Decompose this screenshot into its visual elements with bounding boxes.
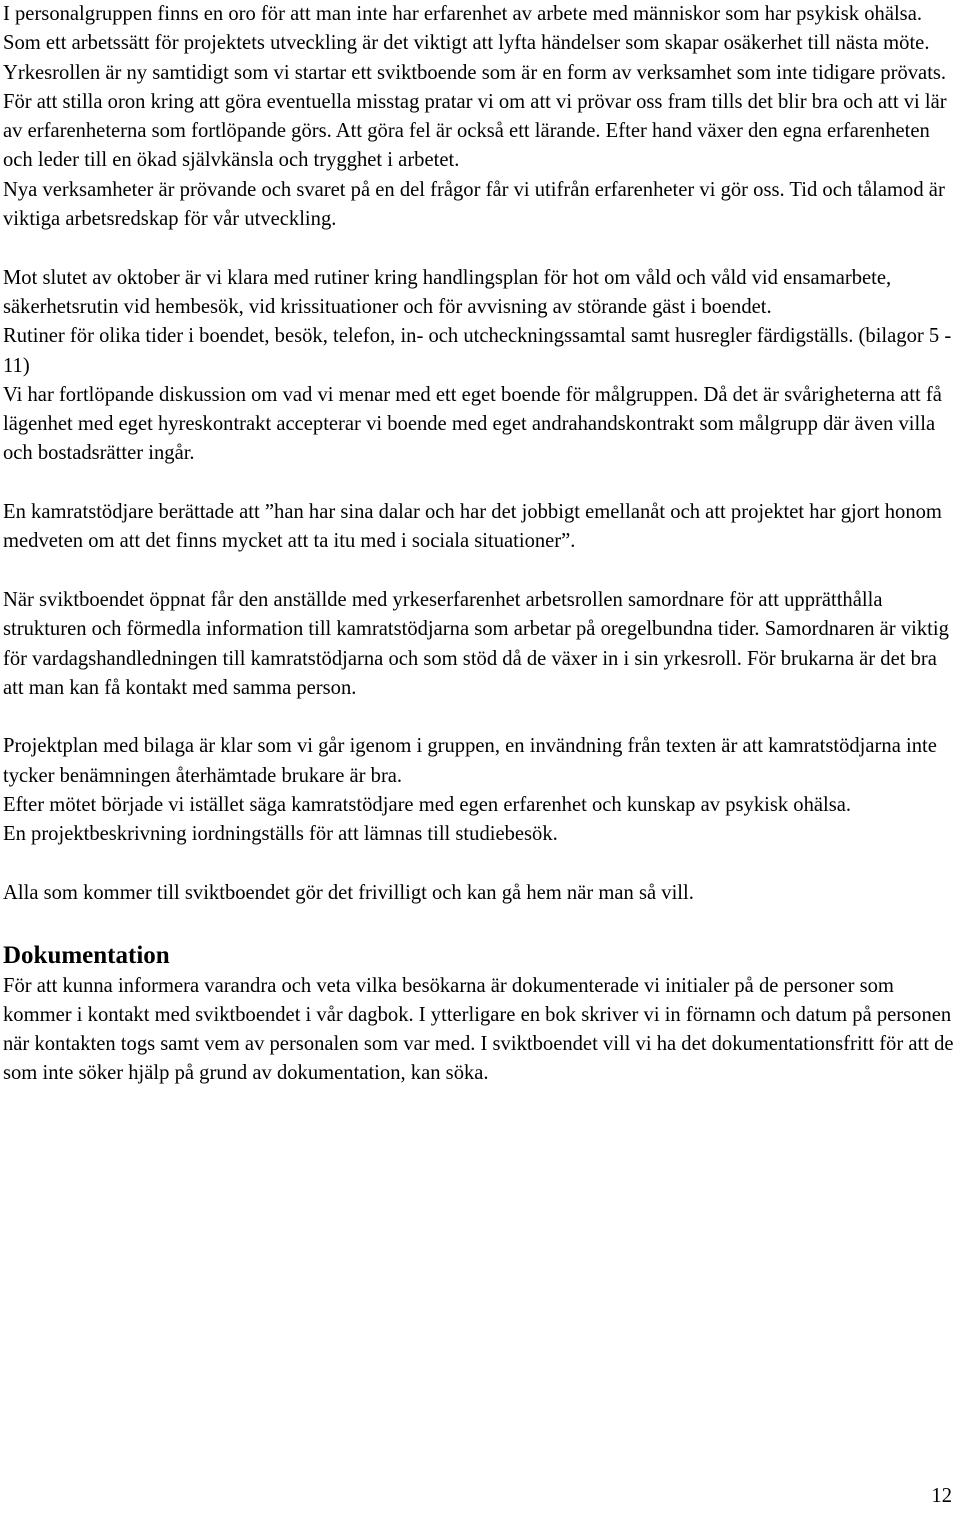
paragraph-coordinator: När sviktboendet öppnat får den anställde med yrkeserfarenhet arbetsrollen samordnare för att upprätthålla strukturen och förmedla information till kamratstödjarna som arbetar på oregelbundna tider. Samordnaren är viktig för vardagshandledningen till kamratstödjarna och som stöd då de växer in i sin yrkesroll. För brukarna är det bra att man kan få kontakt med samma person. bbox=[3, 588, 949, 699]
document-page bbox=[3, 0, 955, 1089]
paragraph-gap bbox=[3, 234, 955, 263]
paragraph-gap bbox=[3, 557, 955, 586]
paragraph-routines-times: Rutiner för olika tider i boendet, besök, telefon, in- och utcheckningssamtal samt husregler färdigställs. (bilagor 5 - 11) bbox=[3, 325, 952, 377]
paragraph-own-housing: Vi har fortlöpande diskussion om vad vi menar med ett eget boende för målgruppen. Då det är svårigheterna att få lägenhet med eget hyreskontrakt accepterar vi boende med eget andrahandskontrakt som målgrupp där även villa och bostadsrätter ingår. bbox=[3, 383, 942, 465]
paragraph-routines-october: Mot slutet av oktober är vi klara med rutiner kring handlingsplan för hot om våld och våld vid ensamarbete, säkerhetsrutin vid hembesök, vid krissituationer och för avvisning av störande gäst i boendet. bbox=[3, 266, 892, 318]
paragraph-gap bbox=[3, 908, 955, 937]
paragraph-project-plan: Projektplan med bilaga är klar som vi går igenom i gruppen, en invändning från texten är att kamratstödjarna inte tycker benämningen återhämtade brukare är bra. bbox=[3, 735, 937, 787]
paragraph-documentation: För att kunna informera varandra och veta vilka besökarna är dokumenterade vi initialer på de personer som kommer i kontakt med sviktboendet i vår dagbok. I ytterligare en bok skriver vi in förnamn och datum på personen när kontakten togs samt vem av personalen som var med. I sviktboendet vill vi ha det dokumentationsfritt för att de som inte söker hjälp på grund av dokumentation, kan söka. bbox=[3, 974, 954, 1085]
page-number: 12 bbox=[931, 1485, 952, 1507]
paragraph-new-operations: Nya verksamheter är prövande och svaret på en del frågor får vi utifrån erfarenheter vi gör oss. Tid och tålamod är viktiga arbetsredskap för vår utveckling. bbox=[3, 178, 945, 231]
paragraph-gap bbox=[3, 703, 955, 732]
section-heading-dokumentation: Dokumentation bbox=[3, 941, 170, 969]
paragraph-after-meeting: Efter mötet började vi istället säga kamratstödjare med egen erfarenhet och kunskap av psykisk ohälsa. bbox=[3, 794, 852, 817]
paragraph-project-description: En projektbeskrivning iordningställs för att lämnas till studiebesök. bbox=[3, 823, 558, 846]
paragraph-staff-concern: I personalgruppen finns en oro för att man inte har erfarenhet av arbete med människor som har psykisk ohälsa. Som ett arbetssätt för projektets utveckling är det viktigt att lyfta händelser som skapar osäkerhet till nästa möte. Yrkesrollen är ny samtidigt som vi startar ett sviktboende som är en form av verksamhet som inte tidigare prövats. För att stilla oron kring att göra eventuella misstag pratar vi om att vi prövar oss fram tills det blir bra och att vi lär av erfarenheterna som fortlöpande görs. Att göra fel är också ett lärande. Efter hand växer den egna erfarenheten och leder till en ökad självkänsla och trygghet i arbetet. bbox=[3, 3, 947, 172]
paragraph-peer-quote: En kamratstödjare berättade att ”han har sina dalar och har det jobbigt emellanåt och att projektet har gjort honom medveten om att det finns mycket att ta itu med i sociala situationer”. bbox=[3, 501, 942, 553]
paragraph-gap bbox=[3, 469, 955, 498]
paragraph-voluntary: Alla som kommer till sviktboendet gör det frivilligt och kan gå hem när man så vill. bbox=[3, 881, 694, 904]
paragraph-gap bbox=[3, 850, 955, 879]
